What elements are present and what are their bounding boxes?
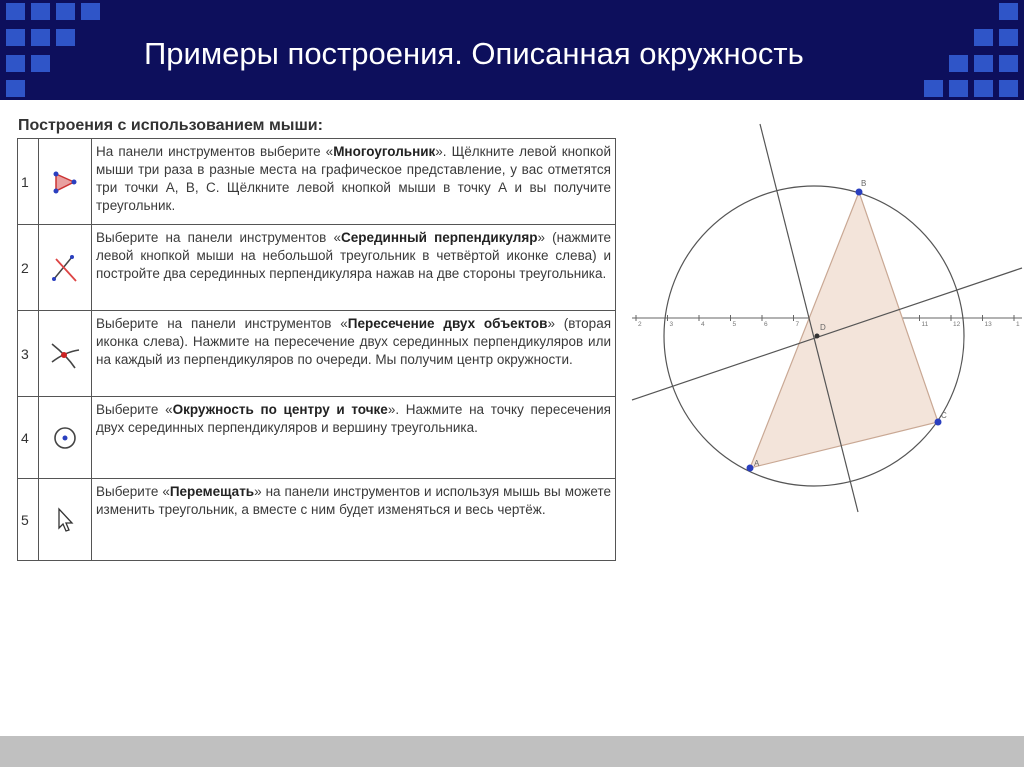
- axis-tick-label: 6: [764, 321, 768, 328]
- step-icon-cell: [39, 225, 92, 311]
- step-text-before: Выберите «: [96, 484, 170, 499]
- polygon-icon: [39, 167, 91, 197]
- header-decor-square: [6, 29, 25, 46]
- header-decor-square: [31, 3, 50, 20]
- step-tool-name: Перемещать: [169, 484, 255, 499]
- table-row: [18, 479, 616, 561]
- step-icon-cell: [39, 311, 92, 397]
- axis-tick-label: 2: [638, 321, 642, 328]
- table-row: [18, 397, 616, 479]
- axis-tick-label: 1: [1016, 321, 1020, 328]
- label-a: A: [754, 459, 760, 468]
- step-text-after: ». Щёлкните левой кнопкой мыши три раза в разные места на графическое представление, у вас отметятся три точки А, В, С. Щёлкните левой кнопкой мыши в точку А и вы получите треугольник.: [96, 144, 611, 213]
- step-text-before: Выберите на панели инструментов «: [96, 316, 348, 331]
- point-d[interactable]: [815, 334, 820, 339]
- header-decor-square: [949, 55, 968, 72]
- step-text-after: » на панели инструментов и используя мышь вы можете изменить треугольник, а вместе с ним будет изменяться и весь чертёж.: [96, 484, 611, 517]
- move-cursor-icon: [39, 506, 91, 534]
- header-decor-square: [6, 3, 25, 20]
- header-decor-square: [999, 29, 1018, 46]
- axis-tick-label: 4: [701, 321, 705, 328]
- header-decor-square: [56, 3, 75, 20]
- step-text-before: На панели инструментов выберите «: [96, 144, 334, 159]
- footer-bar: [0, 736, 1024, 767]
- label-b: B: [861, 179, 867, 188]
- header-decor-square: [974, 80, 993, 97]
- step-description: [92, 311, 616, 397]
- triangle-abc: [750, 192, 938, 468]
- table-heading: Построения с использованием мыши:: [18, 117, 323, 134]
- label-d: D: [820, 323, 826, 332]
- header-decor-square: [974, 55, 993, 72]
- step-icon-cell: [39, 397, 92, 479]
- axis-tick-label: 7: [795, 321, 800, 328]
- step-text-after: » (вторая иконка слева). Нажмите на пересечение двух серединных перпендикуляров или на каждый из перпендикуляров по очереди. Мы получим центр окружности.: [96, 316, 612, 367]
- header-decor-square: [6, 55, 25, 72]
- step-number: 4: [18, 397, 39, 479]
- intersect-icon: [39, 338, 91, 370]
- header-bar: [0, 0, 1024, 100]
- header-decor-square: [949, 80, 968, 97]
- step-description: [92, 397, 616, 479]
- point-a[interactable]: [747, 465, 754, 472]
- header-decor-square: [999, 3, 1018, 20]
- slide-title: Примеры построения. Описанная окружность: [144, 36, 804, 71]
- circle-center-point-icon: [39, 423, 91, 453]
- header-decor-square: [81, 3, 100, 20]
- header-decor-square: [31, 29, 50, 46]
- header-decor-square: [974, 29, 993, 46]
- axis-tick-label: 3: [669, 321, 674, 328]
- header-decor-square: [56, 29, 75, 46]
- header-decor-square: [999, 55, 1018, 72]
- table-row: [18, 225, 616, 311]
- step-text-after: ». Нажмите на точку пересечения двух серединных перпендикуляров и вершину треугольника.: [96, 402, 611, 435]
- step-number: 5: [18, 479, 39, 561]
- point-b[interactable]: [856, 189, 863, 196]
- step-description: [92, 479, 616, 561]
- header-decor-square: [924, 80, 943, 97]
- label-c: C: [941, 411, 947, 420]
- step-icon-cell: [39, 479, 92, 561]
- perpendicular-bisector-icon: [39, 251, 91, 285]
- axis-tick-label: 12: [953, 321, 961, 328]
- step-description: [92, 139, 616, 225]
- steps-table: [17, 138, 616, 561]
- geometry-figure: [630, 120, 1024, 520]
- step-description: [92, 225, 616, 311]
- axis-tick-label: 11: [921, 321, 929, 328]
- step-number: 2: [18, 225, 39, 311]
- header-decor-square: [999, 80, 1018, 97]
- step-number: 3: [18, 311, 39, 397]
- step-tool-name: Многоугольник: [333, 144, 436, 159]
- step-number: 1: [18, 139, 39, 225]
- step-text-after: » (нажмите левой кнопкой мыши на небольшой треугольник в четвёртой иконке слева) и постройте два серединных перпендикуляра нажав на две стороны треугольника.: [96, 230, 611, 281]
- step-tool-name: Окружность по центру и точке: [172, 402, 388, 417]
- step-icon-cell: [39, 139, 92, 225]
- axis-tick-label: 5: [732, 321, 737, 328]
- header-decor-square: [6, 80, 25, 97]
- axis-tick-label: 13: [984, 321, 992, 328]
- header-decor-square: [31, 55, 50, 72]
- table-row: [18, 139, 616, 225]
- table-row: [18, 311, 616, 397]
- step-tool-name: Пересечение двух объектов: [347, 316, 548, 331]
- step-text-before: Выберите «: [96, 402, 173, 417]
- step-text-before: Выберите на панели инструментов «: [96, 230, 341, 245]
- step-tool-name: Серединный перпендикуляр: [340, 230, 538, 245]
